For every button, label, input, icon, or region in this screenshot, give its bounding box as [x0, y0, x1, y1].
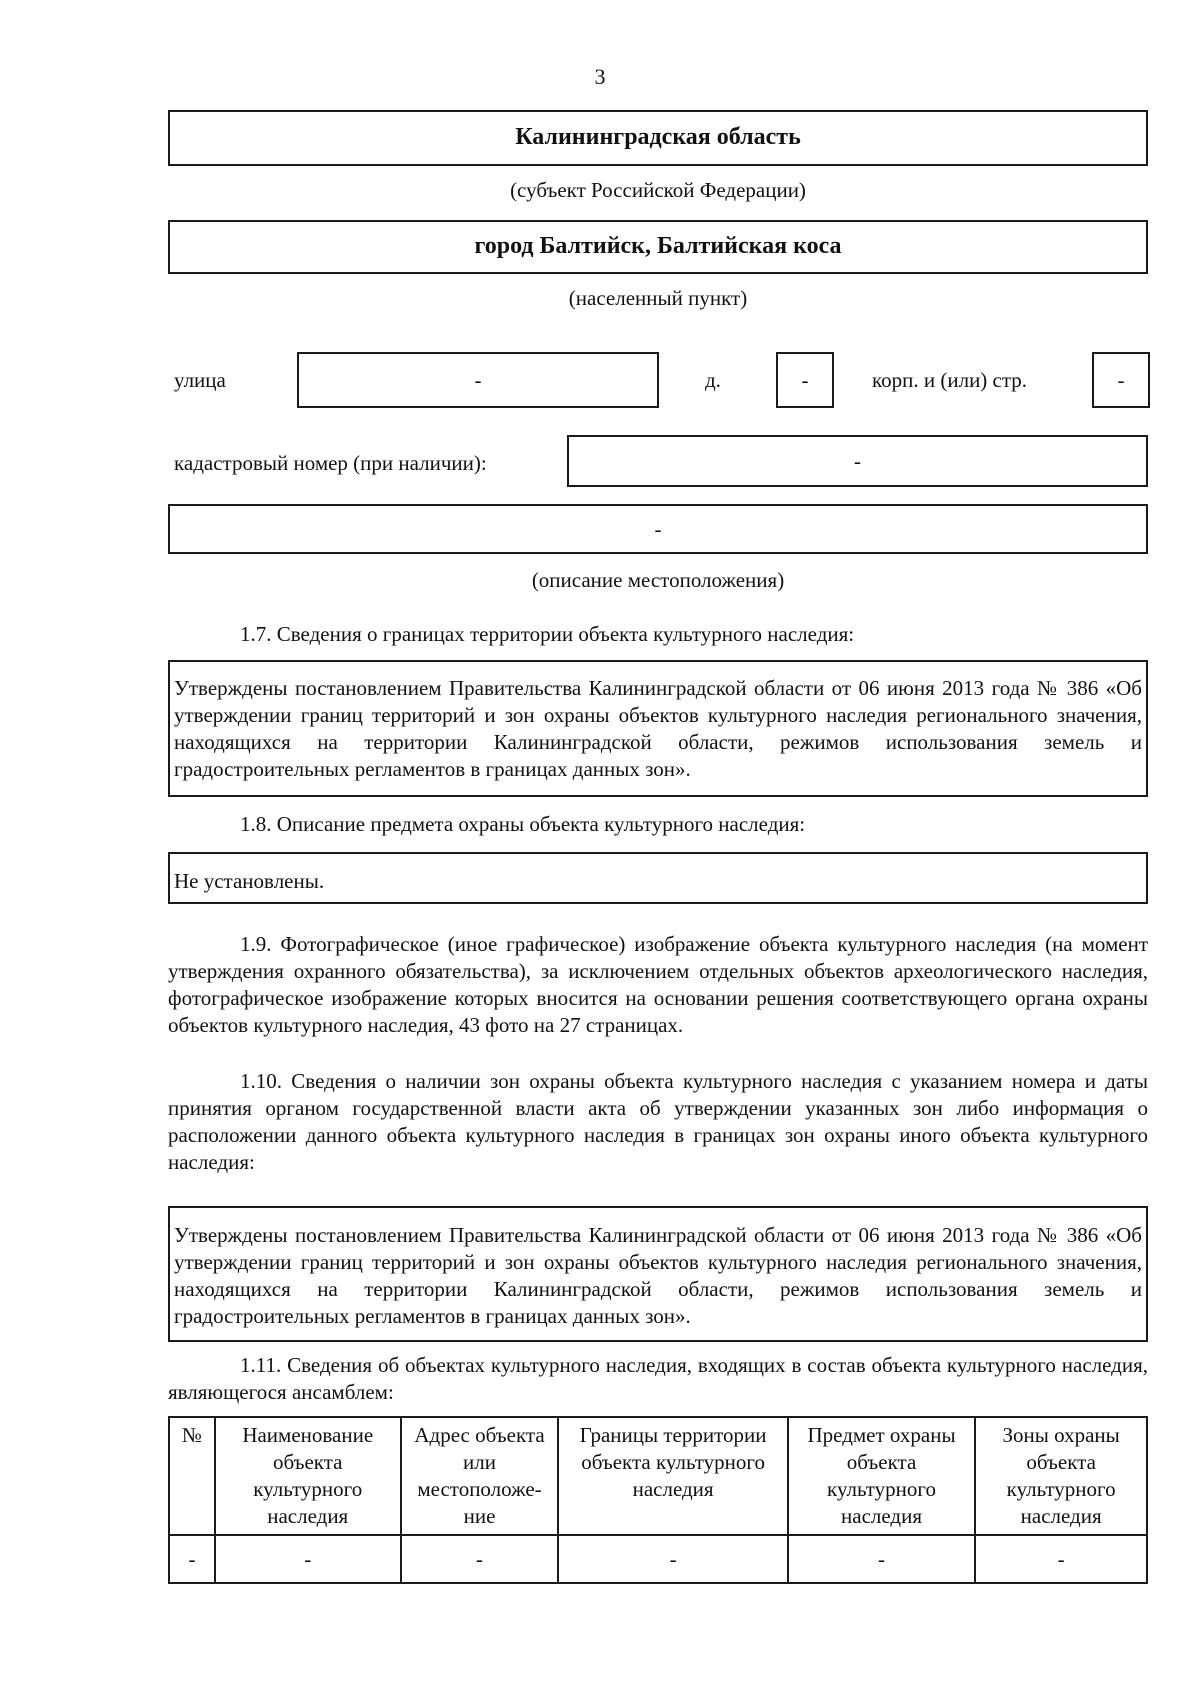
table-cell: -: [558, 1535, 787, 1583]
location-caption: (описание местоположения): [531, 568, 785, 592]
settlement-caption: (населенный пункт): [568, 286, 748, 310]
house-value: -: [801, 368, 809, 392]
region-caption: (субъект Российской Федерации): [510, 178, 806, 202]
cadastral-value: -: [854, 449, 861, 473]
street-field: [297, 352, 659, 408]
section-1-11-text: [168, 1352, 1148, 1406]
section-1-11-body: 1.11. Сведения об объектах культурного наследия, входящих в состав объекта культурного наследия, являющегося ансамблем:: [168, 1353, 1148, 1404]
section-1-7-text: Утверждены постановлением Правительства Калининградской области от 06 июня 2013 года № 386 «Об утверждении границ территорий и зон охраны объектов культурного наследия регионального значения, находящихся на территории Калининградской области, режимов использования земель и градостроительных регламентов в границах данных зон».: [174, 676, 1142, 781]
table-cell: -: [401, 1535, 559, 1583]
location-value: -: [654, 517, 662, 541]
table-header-cell: Наименование объекта культурного наследия: [215, 1417, 401, 1535]
section-1-8-heading: 1.8. Описание предмета охраны объекта культурного наследия:: [240, 812, 806, 836]
house-label: д.: [705, 368, 721, 392]
section-1-10-text: [168, 1068, 1148, 1176]
page-number: 3: [594, 64, 606, 89]
table-header-cell: Границы территории объекта культурного наследия: [558, 1417, 787, 1535]
section-1-10-body: 1.10. Сведения о наличии зон охраны объекта культурного наследия с указанием номера и даты принятия органом государственной власти акта об утверждении указанных зон либо информация о расположении данного объекта культурного наследия в границах зон охраны иного объекта культурного наследия:: [168, 1069, 1148, 1174]
street-label: улица: [174, 368, 226, 392]
street-value: -: [474, 368, 482, 392]
cadastral-field: [567, 435, 1148, 487]
location-field: [168, 504, 1148, 554]
table-header-cell: Адрес объекта или местоположе-ние: [401, 1417, 559, 1535]
section-1-9-body: 1.9. Фотографическое (иное графическое) изображение объекта культурного наследия (на момент утверждения охранного обязательства), за исключением отдельных объектов археологического наследия, фотографическое изображение которых вносится на основании решения соответствующего органа охраны объектов культурного наследия, 43 фото на 27 страницах.: [168, 932, 1148, 1037]
ensemble-objects-table: [168, 1416, 1148, 1584]
settlement-value: город Балтийск, Балтийская коса: [474, 233, 842, 259]
table-header-cell: Зоны охраны объекта культурного наследия: [975, 1417, 1147, 1535]
table-row: [169, 1535, 1147, 1583]
section-1-10-box-text: Утверждены постановлением Правительства Калининградской области от 06 июня 2013 года № 386 «Об утверждении границ территорий и зон охраны объектов культурного наследия регионального значения, находящихся на территории Калининградской области, режимов использования земель и градостроительных регламентов в границах данных зон».: [174, 1223, 1142, 1328]
building-value: -: [1117, 368, 1125, 392]
table-cell: -: [788, 1535, 976, 1583]
table-header-cell: №: [169, 1417, 215, 1535]
table-cell: -: [975, 1535, 1147, 1583]
settlement-field: [168, 220, 1148, 274]
table-header-row: [169, 1417, 1147, 1535]
table-cell: -: [215, 1535, 401, 1583]
cadastral-label: кадастровый номер (при наличии):: [174, 451, 487, 475]
region-value: Калининградская область: [515, 124, 801, 150]
section-1-7-heading: 1.7. Сведения о границах территории объекта культурного наследия:: [240, 622, 855, 646]
region-field: [168, 110, 1148, 166]
house-field: [776, 352, 834, 408]
building-field: [1092, 352, 1150, 408]
building-label: корп. и (или) стр.: [872, 368, 1028, 392]
table-cell: -: [169, 1535, 215, 1583]
section-1-8-text: Не установлены.: [174, 869, 325, 893]
section-1-9-text: [168, 931, 1148, 1039]
table-header-cell: Предмет охраны объекта культурного наследия: [788, 1417, 976, 1535]
